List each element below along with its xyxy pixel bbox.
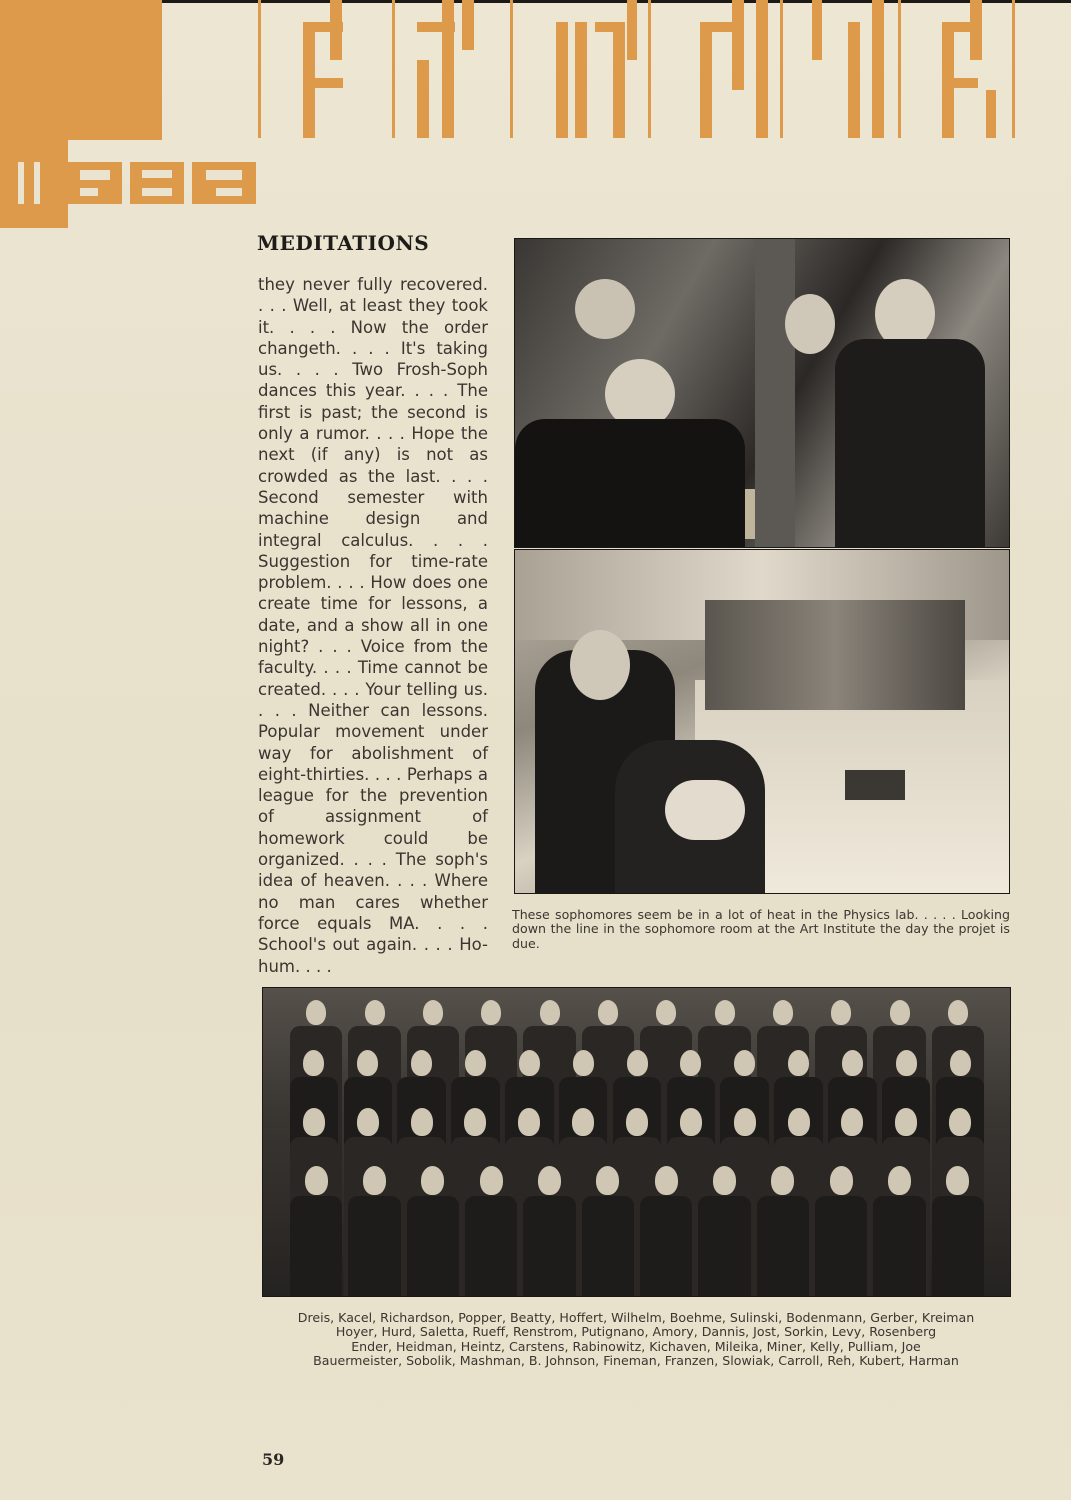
student-figure (932, 1196, 985, 1296)
student-face (363, 1166, 386, 1195)
photo-art-institute (514, 549, 1010, 894)
year-1935-logo (0, 140, 260, 228)
student-face (464, 1108, 486, 1136)
student-face (365, 1000, 385, 1025)
header-rule (1012, 0, 1015, 138)
student-face (715, 1000, 735, 1025)
student-face (518, 1108, 540, 1136)
student-face (572, 1108, 594, 1136)
student-face (946, 1166, 969, 1195)
student-face (773, 1000, 793, 1025)
top-photos-caption: These sophomores seem be in a lot of heat in the Physics lab. . . . . Looking down the line in the sophomore room at the Art Institute the day the projet is due. (512, 907, 1010, 951)
student-face (573, 1050, 594, 1076)
student-figure (465, 1196, 518, 1296)
student-face (680, 1108, 702, 1136)
header-rule (648, 0, 651, 138)
student-face (305, 1166, 328, 1195)
student-face (306, 1000, 326, 1025)
student-face (481, 1000, 501, 1025)
student-face (734, 1050, 755, 1076)
student-face (788, 1050, 809, 1076)
student-face (357, 1050, 378, 1076)
student-face (948, 1000, 968, 1025)
student-face (465, 1050, 486, 1076)
article-heading: MEDITATIONS (257, 231, 430, 255)
student-figure (815, 1196, 868, 1296)
student-figure (640, 1196, 693, 1296)
student-face (896, 1050, 917, 1076)
student-face (626, 1108, 648, 1136)
student-face (890, 1000, 910, 1025)
student-face (303, 1108, 325, 1136)
names-row-3: Ender, Heidman, Heintz, Carstens, Rabinowitz, Kichaven, Mileika, Miner, Kelly, Pulliam, Joe (351, 1338, 921, 1354)
header-rule (510, 0, 513, 138)
group-photo-names (262, 1311, 1010, 1368)
names-row-1: Dreis, Kacel, Richardson, Popper, Beatty, Hoffert, Wilhelm, Boehme, Sulinski, Bodenmann, Gerber, Kreiman (297, 1310, 975, 1325)
student-face (303, 1050, 324, 1076)
header-rule (258, 0, 261, 138)
student-figure (348, 1196, 401, 1296)
student-face (949, 1108, 971, 1136)
student-face (788, 1108, 810, 1136)
student-face (655, 1166, 678, 1195)
student-face (831, 1000, 851, 1025)
student-face (411, 1050, 432, 1076)
student-face (680, 1050, 701, 1076)
student-face (596, 1166, 619, 1195)
student-face (950, 1050, 971, 1076)
student-face (421, 1166, 444, 1195)
student-face (842, 1050, 863, 1076)
student-face (538, 1166, 561, 1195)
student-figure (582, 1196, 635, 1296)
student-figure (757, 1196, 810, 1296)
header-rule (898, 0, 901, 138)
student-face (888, 1166, 911, 1195)
header-rule (392, 0, 395, 138)
student-figure (290, 1196, 343, 1296)
student-face (357, 1108, 379, 1136)
names-row-2: Hoyer, Hurd, Saletta, Rueff, Renstrom, Putignano, Amory, Dannis, Jost, Sorkin, Levy, Rosenberg (335, 1324, 937, 1340)
student-face (895, 1108, 917, 1136)
student-face (734, 1108, 756, 1136)
header-color-block (0, 0, 162, 140)
page-number: 59 (262, 1450, 285, 1469)
student-face (713, 1166, 736, 1195)
student-face (830, 1166, 853, 1195)
student-figure (873, 1196, 926, 1296)
student-face (656, 1000, 676, 1025)
student-face (480, 1166, 503, 1195)
photo-physics-lab (514, 238, 1010, 548)
student-face (771, 1166, 794, 1195)
student-face (423, 1000, 443, 1025)
year-digit (18, 162, 40, 204)
student-figure (698, 1196, 751, 1296)
student-figure (523, 1196, 576, 1296)
student-face (411, 1108, 433, 1136)
photo-sophomore-class-group (262, 987, 1011, 1297)
names-row-4: Bauermeister, Sobolik, Mashman, B. Johnson, Fineman, Franzen, Slowiak, Carroll, Reh, Kubert, Harman (313, 1352, 959, 1368)
student-figure (407, 1196, 460, 1296)
student-face (598, 1000, 618, 1025)
article-body: they never fully recovered. . . . Well, at least they took it. . . . Now the order changeth. . . . It's taking us. . . . Two Frosh-Soph dances this year. . . . The first is past; the second is only a rumor. . . . Hope the next (if any) is not as crowded as the last. . . . Second semester with machine design and integral calculus. . . . Suggestion for time-rate problem. . . . How does one create time for lessons, a date, and a show all in one night? . . . Voice from the faculty. . . . Time cannot be created. . . . Your telling us. . . . Neither can lessons. Popular movement under way for abolishment of eight-thirties. . . . Perhaps a league for the prevention of assignment of homework could be organized. . . . The soph's idea of heaven. . . . Where no man cares whether force equals MA. . . . School's out again. . . . Ho-hum. . . . (258, 275, 488, 976)
student-face (519, 1050, 540, 1076)
student-face (540, 1000, 560, 1025)
student-face (841, 1108, 863, 1136)
student-face (627, 1050, 648, 1076)
header-rule (780, 0, 783, 138)
